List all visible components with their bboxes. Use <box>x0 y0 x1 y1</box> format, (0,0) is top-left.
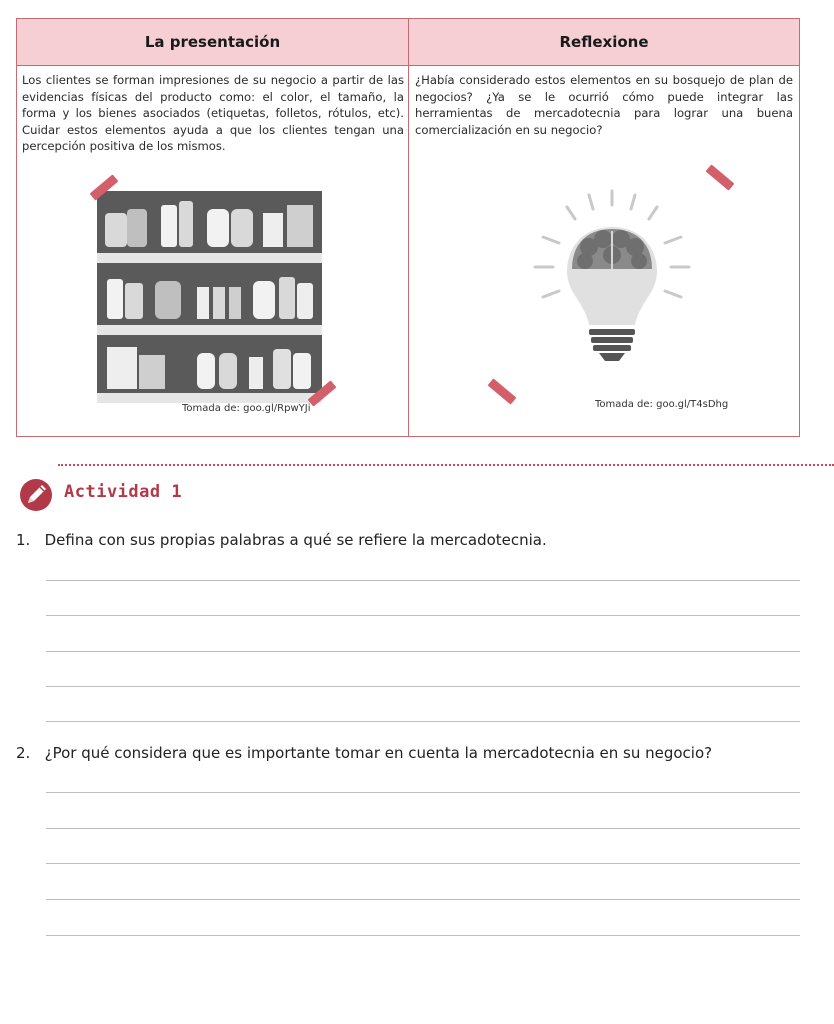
column-divider <box>408 19 409 436</box>
answer-line[interactable] <box>46 721 800 722</box>
question-2 <box>16 744 712 762</box>
right-image-caption: Tomada de: goo.gl/T4sDhg <box>595 399 729 410</box>
tape-decoration <box>488 378 517 404</box>
header-presentacion: La presentación <box>144 33 281 51</box>
answer-line[interactable] <box>46 899 800 900</box>
answer-line[interactable] <box>46 651 800 652</box>
left-image-caption: Tomada de: goo.gl/RpwYJi <box>182 403 311 414</box>
answer-line[interactable] <box>46 792 800 793</box>
answer-line[interactable] <box>46 863 800 864</box>
lightbulb-brain-illustration <box>527 189 697 379</box>
answer-line[interactable] <box>46 828 800 829</box>
answer-line[interactable] <box>46 686 800 687</box>
reflexione-text: ¿Había considerado estos elementos en su bosquejo de plan de negocios? ¿Ya se le ocurrió cómo puede integrar las herramientas de mercadotecnia para lograr una buena comercialización en su negocio? <box>415 73 793 137</box>
question-number: 1. <box>16 531 31 549</box>
question-text: ¿Por qué considera que es importante tomar en cuenta la mercadotecnia en su negocio? <box>44 744 713 762</box>
supermarket-shelves-illustration <box>97 191 322 403</box>
presentacion-text: Los clientes se forman impresiones de su negocio a partir de las evidencias físicas del producto como: el color, el tamaño, la forma y los bienes asociados (etiquetas, folletos, rótulos, etc). Cuidar estos elementos ayuda a que los clientes tengan una percepción positiva de los mismos. <box>22 73 404 153</box>
question-text: Defina con sus propias palabras a qué se refiere la mercadotecnia. <box>44 531 547 549</box>
question-number: 2. <box>16 744 31 762</box>
question-1 <box>16 531 547 549</box>
section-divider <box>58 464 834 466</box>
answer-line[interactable] <box>46 580 800 581</box>
tape-decoration <box>706 164 735 190</box>
answer-line[interactable] <box>46 935 800 936</box>
header-reflexione: Reflexione <box>559 33 649 51</box>
content-table <box>16 18 800 437</box>
activity-title: Actividad 1 <box>64 482 183 502</box>
pencil-icon <box>18 477 54 513</box>
answer-line[interactable] <box>46 615 800 616</box>
